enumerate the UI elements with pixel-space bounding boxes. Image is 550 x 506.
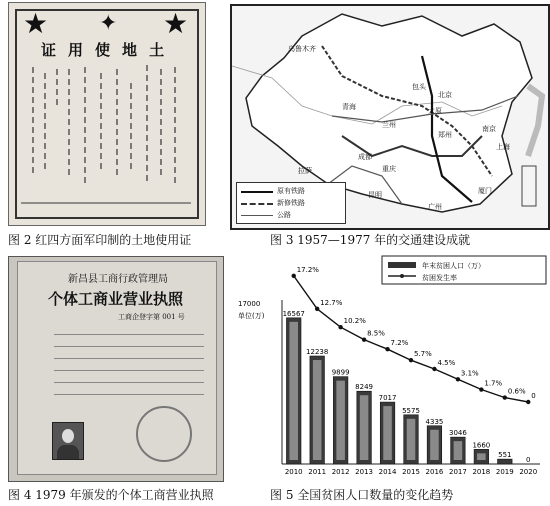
rate-point bbox=[338, 325, 342, 329]
place-label: 广州 bbox=[428, 203, 442, 211]
x-tick-label: 2010 bbox=[284, 468, 303, 476]
title-char: 使 bbox=[95, 41, 123, 59]
bar-value-label: 5575 bbox=[402, 406, 420, 415]
license-number: 工商企登字第 001 号 bbox=[118, 313, 185, 321]
rate-label: 8.5% bbox=[367, 329, 385, 338]
legend-label: 新修铁路 bbox=[277, 199, 305, 207]
rate-point bbox=[479, 387, 483, 391]
bar-texture-2012 bbox=[336, 381, 345, 460]
handwriting-texture bbox=[9, 3, 205, 225]
legend-swatch-new-rail bbox=[241, 203, 273, 205]
place-label: 昆明 bbox=[368, 191, 382, 199]
place-label: 北京 bbox=[438, 91, 452, 99]
place-label: 厦门 bbox=[478, 187, 492, 195]
legend-swatch-road bbox=[241, 215, 273, 216]
x-tick-label: 2017 bbox=[448, 468, 467, 476]
place-label: 南京 bbox=[482, 125, 496, 133]
bar-value-label: 8249 bbox=[355, 383, 374, 392]
rate-point bbox=[315, 307, 319, 311]
bar-texture-2014 bbox=[383, 406, 392, 460]
bar-value-label: 16567 bbox=[282, 309, 305, 318]
x-tick-label: 2019 bbox=[495, 468, 514, 476]
rate-label: 17.2% bbox=[296, 265, 319, 274]
legend-swatch-bar bbox=[388, 262, 416, 268]
rate-point bbox=[432, 367, 436, 371]
x-tick-label: 2015 bbox=[402, 468, 420, 476]
place-label: 上海 bbox=[496, 143, 510, 151]
place-label: 郑州 bbox=[438, 131, 452, 139]
rate-label: 5.7% bbox=[414, 350, 432, 359]
rate-label: 0 bbox=[531, 392, 536, 400]
bar-texture-2017 bbox=[454, 441, 463, 460]
rate-label: 3.1% bbox=[460, 369, 479, 378]
caption-fig4: 图 4 1979 年颁发的个体工商营业执照 bbox=[8, 488, 214, 502]
rate-label: 4.5% bbox=[437, 359, 456, 367]
poverty-chart-svg bbox=[236, 254, 548, 478]
bar-value-label: 1660 bbox=[472, 441, 491, 450]
rate-point bbox=[292, 274, 296, 278]
rate-point bbox=[503, 395, 507, 399]
place-label: 太原 bbox=[428, 107, 442, 115]
place-label: 兰州 bbox=[382, 121, 396, 129]
rate-label: 0.6% bbox=[507, 387, 526, 396]
legend-box bbox=[382, 256, 546, 284]
rate-label: 10.2% bbox=[343, 317, 366, 326]
official-seal bbox=[136, 406, 192, 462]
legend-swatch-old-rail bbox=[241, 191, 273, 193]
star-emblem-left: ★ bbox=[23, 7, 49, 40]
bar-texture-2015 bbox=[407, 419, 416, 460]
land-certificate-image bbox=[8, 2, 206, 226]
caption-fig3: 图 3 1957—1977 年的交通建设成就 bbox=[270, 233, 471, 247]
bar-texture-2010 bbox=[289, 322, 298, 460]
rate-label: 1.7% bbox=[484, 379, 503, 388]
legend-label: 原有铁路 bbox=[277, 187, 305, 195]
legend-label: 公路 bbox=[277, 211, 291, 219]
bar-value-label: 551 bbox=[498, 451, 512, 460]
x-tick-label: 2018 bbox=[472, 468, 491, 476]
star-emblem-center: ✦ bbox=[99, 11, 118, 36]
legend-marker bbox=[400, 274, 404, 278]
x-tick-label: 2011 bbox=[308, 468, 327, 476]
rate-point bbox=[362, 337, 366, 341]
rate-label: 12.7% bbox=[320, 298, 343, 307]
place-label: 拉萨 bbox=[298, 167, 312, 175]
bar-texture-2016 bbox=[430, 430, 439, 460]
bar-2019 bbox=[498, 459, 513, 464]
rate-point bbox=[526, 400, 530, 404]
license-title: 个体工商业营业执照 bbox=[48, 290, 184, 308]
bar-texture-2011 bbox=[313, 360, 322, 460]
business-license-image bbox=[8, 256, 224, 482]
title-char: 土 bbox=[149, 41, 177, 59]
place-label: 青海 bbox=[342, 103, 356, 111]
place-label: 重庆 bbox=[382, 165, 396, 173]
legend-label-line: 贫困发生率 bbox=[422, 274, 457, 282]
transport-map-image bbox=[230, 4, 550, 230]
rate-point bbox=[409, 358, 413, 362]
bar-value-label: 4335 bbox=[425, 417, 444, 426]
x-tick-label: 2013 bbox=[355, 468, 374, 476]
bar-texture-2018 bbox=[477, 453, 486, 460]
y-axis-label: 单位(万) bbox=[238, 312, 265, 320]
title-char: 地 bbox=[122, 41, 150, 59]
x-tick-label: 2020 bbox=[519, 468, 538, 476]
title-char: 证 bbox=[41, 41, 69, 59]
poverty-chart bbox=[236, 254, 548, 478]
caption-fig5: 图 5 全国贫困人口数量的变化趋势 bbox=[270, 488, 454, 502]
bar-value-label: 12238 bbox=[306, 348, 329, 357]
place-label: 包头 bbox=[412, 83, 426, 91]
place-label: 乌鲁木齐 bbox=[288, 45, 316, 53]
bar-value-label: 3046 bbox=[448, 429, 467, 438]
bar-value-label: 0 bbox=[526, 456, 531, 464]
map-legend bbox=[236, 182, 346, 224]
license-issuer: 新昌县工商行政管理局 bbox=[68, 274, 168, 285]
rate-label: 7.2% bbox=[390, 339, 409, 348]
license-paper bbox=[17, 261, 217, 475]
star-emblem-right: ★ bbox=[163, 7, 189, 40]
bar-value-label: 9899 bbox=[331, 368, 350, 377]
y-tick-top: 17000 bbox=[238, 300, 261, 308]
rate-point bbox=[456, 377, 460, 381]
rate-point bbox=[385, 347, 389, 351]
place-label: 成都 bbox=[358, 153, 372, 161]
bar-value-label: 7017 bbox=[378, 394, 397, 403]
x-tick-label: 2014 bbox=[378, 468, 397, 476]
chart-legend bbox=[382, 256, 546, 284]
x-tick-label: 2016 bbox=[425, 468, 444, 476]
holder-photo bbox=[52, 422, 84, 460]
caption-fig2: 图 2 红四方面军印制的土地使用证 bbox=[8, 233, 192, 247]
x-tick-label: 2012 bbox=[331, 468, 350, 476]
legend-label-bar: 年末贫困人口（万） bbox=[422, 262, 485, 270]
bar-texture-2013 bbox=[360, 395, 369, 460]
title-char: 用 bbox=[68, 41, 96, 59]
